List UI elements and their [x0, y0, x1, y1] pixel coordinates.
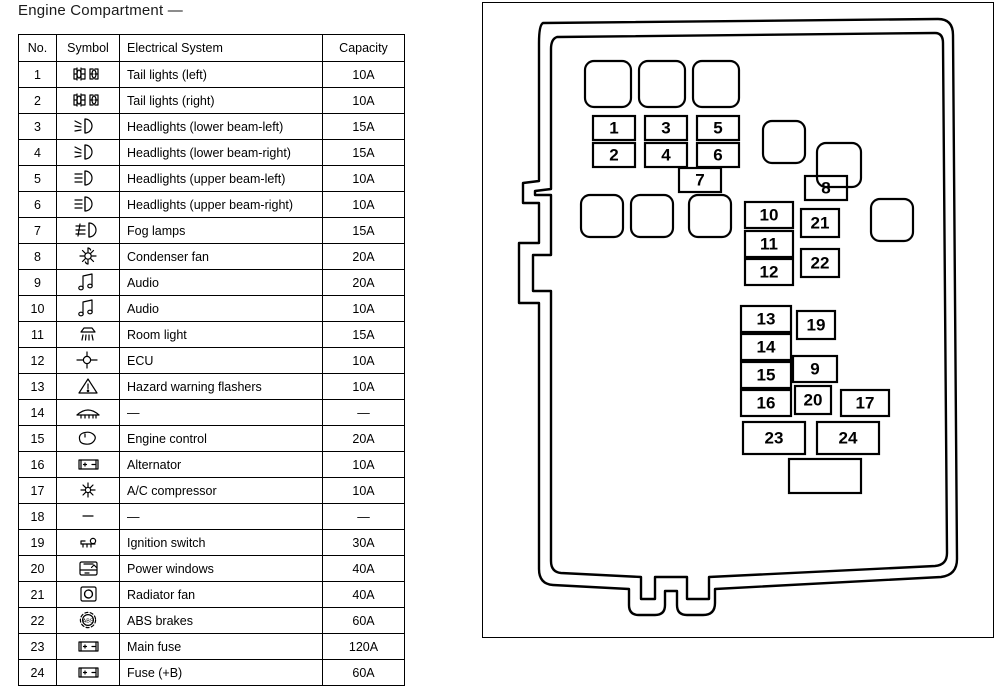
electrical-system-cell: Radiator fan — [120, 582, 323, 608]
capacity-cell: 10A — [323, 62, 405, 88]
electrical-system-cell: Room light — [120, 322, 323, 348]
audio-note-icon — [57, 296, 120, 322]
electrical-system-cell: Engine control — [120, 426, 323, 452]
table-row — [19, 218, 405, 244]
ecu-icon — [57, 348, 120, 374]
electrical-system-cell: Hazard warning flashers — [120, 374, 323, 400]
table-row — [19, 296, 405, 322]
capacity-cell: 40A — [323, 582, 405, 608]
electrical-system-cell: Tail lights (right) — [120, 88, 323, 114]
tail-light-icon — [57, 88, 120, 114]
column-header-no: No. — [19, 35, 57, 62]
capacity-cell: 15A — [323, 140, 405, 166]
table-row — [19, 114, 405, 140]
headlight-low-icon — [57, 140, 120, 166]
fuse-assignment-table — [18, 34, 405, 686]
fuse-number-cell: 5 — [19, 166, 57, 192]
table-row — [19, 270, 405, 296]
audio-note-icon — [57, 270, 120, 296]
fuse-box-diagram — [483, 3, 993, 637]
capacity-cell: — — [323, 400, 405, 426]
table-row — [19, 88, 405, 114]
fuse-number-cell: 6 — [19, 192, 57, 218]
table-row — [19, 140, 405, 166]
power-window-icon — [57, 556, 120, 582]
electrical-system-cell: Headlights (upper beam-left) — [120, 166, 323, 192]
capacity-cell: 40A — [323, 556, 405, 582]
fuse-number-cell: 24 — [19, 660, 57, 686]
hazard-triangle-icon — [57, 374, 120, 400]
fuse-number-cell: 20 — [19, 556, 57, 582]
svg-text:15: 15 — [756, 365, 776, 385]
fuse-number-cell: 12 — [19, 348, 57, 374]
svg-text:20: 20 — [803, 390, 823, 410]
electrical-system-cell: Power windows — [120, 556, 323, 582]
electrical-system-cell: Headlights (upper beam-right) — [120, 192, 323, 218]
fuse-number-cell: 13 — [19, 374, 57, 400]
ignition-switch-icon — [57, 530, 120, 556]
battery-icon — [57, 660, 120, 686]
capacity-cell: 30A — [323, 530, 405, 556]
svg-text:7: 7 — [695, 170, 705, 190]
table-row — [19, 62, 405, 88]
capacity-cell: 10A — [323, 478, 405, 504]
radiator-fan-icon — [57, 582, 120, 608]
table-row — [19, 166, 405, 192]
electrical-system-cell: Main fuse — [120, 634, 323, 660]
table-row — [19, 400, 405, 426]
fuse-number-cell: 22 — [19, 608, 57, 634]
table-header-row — [19, 35, 405, 62]
svg-text:13: 13 — [756, 309, 776, 329]
table-row — [19, 374, 405, 400]
capacity-cell: — — [323, 504, 405, 530]
svg-text:12: 12 — [759, 262, 779, 282]
svg-text:24: 24 — [838, 428, 858, 448]
headlight-high-icon — [57, 166, 120, 192]
svg-text:11: 11 — [760, 234, 778, 254]
room-light-icon — [57, 322, 120, 348]
headlight-low-icon — [57, 114, 120, 140]
table-row — [19, 608, 405, 634]
fuse-number-cell: 4 — [19, 140, 57, 166]
page-title: Engine Compartment — — [18, 2, 183, 19]
svg-text:2: 2 — [609, 145, 619, 165]
electrical-system-cell: Audio — [120, 296, 323, 322]
fuse-number-cell: 21 — [19, 582, 57, 608]
capacity-cell: 10A — [323, 374, 405, 400]
svg-text:17: 17 — [855, 393, 875, 413]
fuse-table-panel — [0, 0, 470, 680]
capacity-cell: 10A — [323, 296, 405, 322]
svg-text:16: 16 — [756, 393, 776, 413]
capacity-cell: 10A — [323, 348, 405, 374]
table-row — [19, 478, 405, 504]
svg-text:ABS: ABS — [82, 618, 94, 625]
fuse-number-cell: 11 — [19, 322, 57, 348]
table-row — [19, 192, 405, 218]
electrical-system-cell: ABS brakes — [120, 608, 323, 634]
battery-icon — [57, 452, 120, 478]
fuse-number-cell: 7 — [19, 218, 57, 244]
electrical-system-cell: Headlights (lower beam-right) — [120, 140, 323, 166]
capacity-cell: 10A — [323, 192, 405, 218]
fuse-number-cell: 1 — [19, 62, 57, 88]
ac-compressor-icon — [57, 478, 120, 504]
capacity-cell: 60A — [323, 608, 405, 634]
table-row — [19, 244, 405, 270]
wiper-icon — [57, 400, 120, 426]
fog-lamp-icon — [57, 218, 120, 244]
headlight-high-icon — [57, 192, 120, 218]
column-header-system: Electrical System — [120, 35, 323, 62]
electrical-system-cell: — — [120, 504, 323, 530]
capacity-cell: 15A — [323, 322, 405, 348]
battery-icon — [57, 634, 120, 660]
capacity-cell: 120A — [323, 634, 405, 660]
svg-text:3: 3 — [661, 118, 671, 138]
table-row — [19, 660, 405, 686]
svg-text:14: 14 — [756, 337, 776, 357]
svg-text:8: 8 — [821, 178, 831, 198]
capacity-cell: 15A — [323, 114, 405, 140]
fuse-number-cell: 23 — [19, 634, 57, 660]
fuse-number-cell: 2 — [19, 88, 57, 114]
table-row — [19, 556, 405, 582]
fuse-number-cell: 17 — [19, 478, 57, 504]
electrical-system-cell: Alternator — [120, 452, 323, 478]
capacity-cell: 60A — [323, 660, 405, 686]
svg-text:19: 19 — [806, 315, 826, 335]
condenser-fan-icon — [57, 244, 120, 270]
electrical-system-cell: Tail lights (left) — [120, 62, 323, 88]
svg-text:9: 9 — [810, 359, 820, 379]
capacity-cell: 20A — [323, 270, 405, 296]
table-row — [19, 322, 405, 348]
svg-text:6: 6 — [713, 145, 723, 165]
electrical-system-cell: ECU — [120, 348, 323, 374]
table-row — [19, 504, 405, 530]
electrical-system-cell: Headlights (lower beam-left) — [120, 114, 323, 140]
column-header-capacity: Capacity — [323, 35, 405, 62]
svg-text:22: 22 — [810, 253, 830, 273]
electrical-system-cell: Condenser fan — [120, 244, 323, 270]
fuse-number-cell: 16 — [19, 452, 57, 478]
fuse-number-cell: 15 — [19, 426, 57, 452]
fuse-number-cell: 3 — [19, 114, 57, 140]
electrical-system-cell: Fuse (+B) — [120, 660, 323, 686]
fuse-number-cell: 10 — [19, 296, 57, 322]
fuse-number-cell: 19 — [19, 530, 57, 556]
electrical-system-cell: Ignition switch — [120, 530, 323, 556]
fuse-number-cell: 8 — [19, 244, 57, 270]
svg-text:23: 23 — [764, 428, 784, 448]
dash-icon — [57, 504, 120, 530]
electrical-system-cell: Fog lamps — [120, 218, 323, 244]
table-row — [19, 530, 405, 556]
capacity-cell: 10A — [323, 166, 405, 192]
fuse-box-diagram-panel — [482, 2, 994, 638]
table-row — [19, 582, 405, 608]
capacity-cell: 10A — [323, 452, 405, 478]
svg-text:5: 5 — [713, 118, 723, 138]
engine-control-icon — [57, 426, 120, 452]
electrical-system-cell: Audio — [120, 270, 323, 296]
table-row — [19, 634, 405, 660]
svg-text:4: 4 — [661, 145, 671, 165]
svg-text:10: 10 — [759, 205, 779, 225]
capacity-cell: 10A — [323, 88, 405, 114]
svg-text:21: 21 — [810, 213, 830, 233]
table-row — [19, 348, 405, 374]
table-row — [19, 426, 405, 452]
electrical-system-cell: A/C compressor — [120, 478, 323, 504]
capacity-cell: 20A — [323, 426, 405, 452]
capacity-cell: 15A — [323, 218, 405, 244]
fuse-number-cell: 14 — [19, 400, 57, 426]
abs-icon — [57, 608, 120, 634]
fuse-number-cell: 9 — [19, 270, 57, 296]
column-header-symbol: Symbol — [57, 35, 120, 62]
tail-light-icon — [57, 62, 120, 88]
svg-text:1: 1 — [609, 118, 619, 138]
table-row — [19, 452, 405, 478]
fuse-number-cell: 18 — [19, 504, 57, 530]
electrical-system-cell: — — [120, 400, 323, 426]
capacity-cell: 20A — [323, 244, 405, 270]
